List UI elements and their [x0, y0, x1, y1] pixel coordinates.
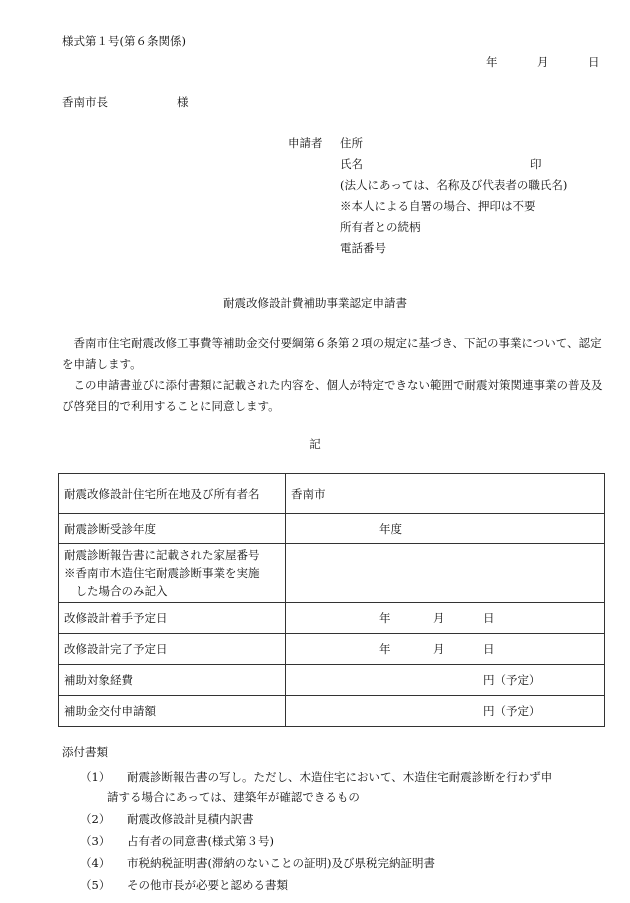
eligible-cost-suffix: 円（予定） [483, 673, 541, 687]
paragraph-1: 香南市住宅耐震改修工事費等補助金交付要綱第６条第２項の規定に基づき、下記の事業について、認定を申請します。 [62, 336, 602, 371]
list-item [80, 831, 610, 851]
attachment-number: （1） [80, 770, 111, 784]
start-day: 日 [483, 611, 495, 625]
attachment-number: （5） [80, 878, 111, 892]
addressee-honorific: 様 [177, 95, 189, 109]
table-row [59, 603, 605, 634]
label-subsidy-amount: 補助金交付申請額 [59, 696, 286, 727]
applicant-address: 住所 [340, 136, 363, 150]
list-item [80, 767, 610, 807]
value-diagnosis-year [286, 514, 605, 544]
table-row [59, 634, 605, 665]
end-day: 日 [483, 642, 495, 656]
value-eligible-cost [286, 665, 605, 696]
house-number-label-line3: した場合のみ記入 [75, 584, 168, 598]
value-location-owner: 香南市 [286, 474, 605, 514]
paragraph-2: この申請書並びに添付書類に記載された内容を、個人が特定できない範囲で耐震対策関連事業の普及及び啓発目的で利用することに同意します。 [62, 378, 603, 413]
table-row [59, 544, 605, 603]
attachment-text: 占有者の同意書(様式第３号) [127, 834, 274, 848]
attachment-number: （3） [80, 834, 111, 848]
attachments-heading: 添付書類 [62, 745, 108, 759]
list-item [80, 853, 610, 873]
addressee-name: 香南市長 [62, 95, 108, 109]
attachment-text: 耐震改修設計見積内訳書 [127, 812, 254, 826]
date-month: 月 [537, 55, 549, 69]
date-day: 日 [588, 55, 600, 69]
attachment-text-line1: 耐震診断報告書の写し。ただし、木造住宅において、木造住宅耐震診断を行わず申 [127, 770, 553, 784]
value-design-end-date [286, 634, 605, 665]
value-subsidy-amount [286, 696, 605, 727]
value-design-start-date [286, 603, 605, 634]
table-row [59, 514, 605, 544]
house-number-label-line2: ※香南市木造住宅耐震診断事業を実施 [64, 566, 260, 580]
label-design-start-date: 改修設計着手予定日 [59, 603, 286, 634]
corporate-note: (法人にあっては、名称及び代表者の職氏名) [340, 178, 568, 192]
attachment-number: （2） [80, 812, 111, 826]
list-item [80, 875, 610, 895]
attachments-list [80, 767, 610, 897]
diagnosis-year-suffix: 年度 [379, 521, 402, 536]
value-house-number [286, 544, 605, 603]
label-location-owner: 耐震改修設計住宅所在地及び所有者名 [59, 474, 286, 514]
date-year: 年 [486, 55, 498, 69]
table-row [59, 665, 605, 696]
applicant-name: 氏名 [340, 157, 363, 171]
phone-number: 電話番号 [340, 241, 386, 255]
label-diagnosis-year: 耐震診断受診年度 [59, 514, 286, 544]
owner-relationship: 所有者との続柄 [340, 220, 421, 234]
subsidy-amount-suffix: 円（予定） [483, 704, 541, 718]
attachment-text: その他市長が必要と認める書類 [127, 878, 288, 892]
applicant-label: 申請者 [288, 136, 323, 150]
table-row [59, 474, 605, 514]
attachment-text: 市税納税証明書(滞納のないことの証明)及び県税完納証明書 [127, 856, 435, 870]
end-month: 月 [433, 642, 445, 656]
seal-mark: 印 [530, 157, 542, 171]
body-text [62, 333, 610, 417]
start-month: 月 [433, 611, 445, 625]
label-eligible-cost: 補助対象経費 [59, 665, 286, 696]
signature-note: ※本人による自署の場合、押印は不要 [340, 199, 536, 213]
form-number: 様式第１号(第６条関係) [62, 34, 186, 48]
application-table [58, 473, 605, 727]
attachment-text-line2: 請する場合にあっては、建築年が確認できるもの [107, 790, 360, 804]
end-year: 年 [379, 642, 391, 656]
house-number-label-line1: 耐震診断報告書に記載された家屋番号 [64, 548, 260, 562]
ki-marker: 記 [309, 437, 321, 451]
attachment-text [107, 767, 610, 807]
label-design-end-date: 改修設計完了予定日 [59, 634, 286, 665]
label-house-number [59, 544, 286, 603]
start-year: 年 [379, 611, 391, 625]
document-title: 耐震改修設計費補助事業認定申請書 [223, 296, 407, 310]
list-item [80, 809, 610, 829]
attachment-number: （4） [80, 856, 111, 870]
table-row [59, 696, 605, 727]
